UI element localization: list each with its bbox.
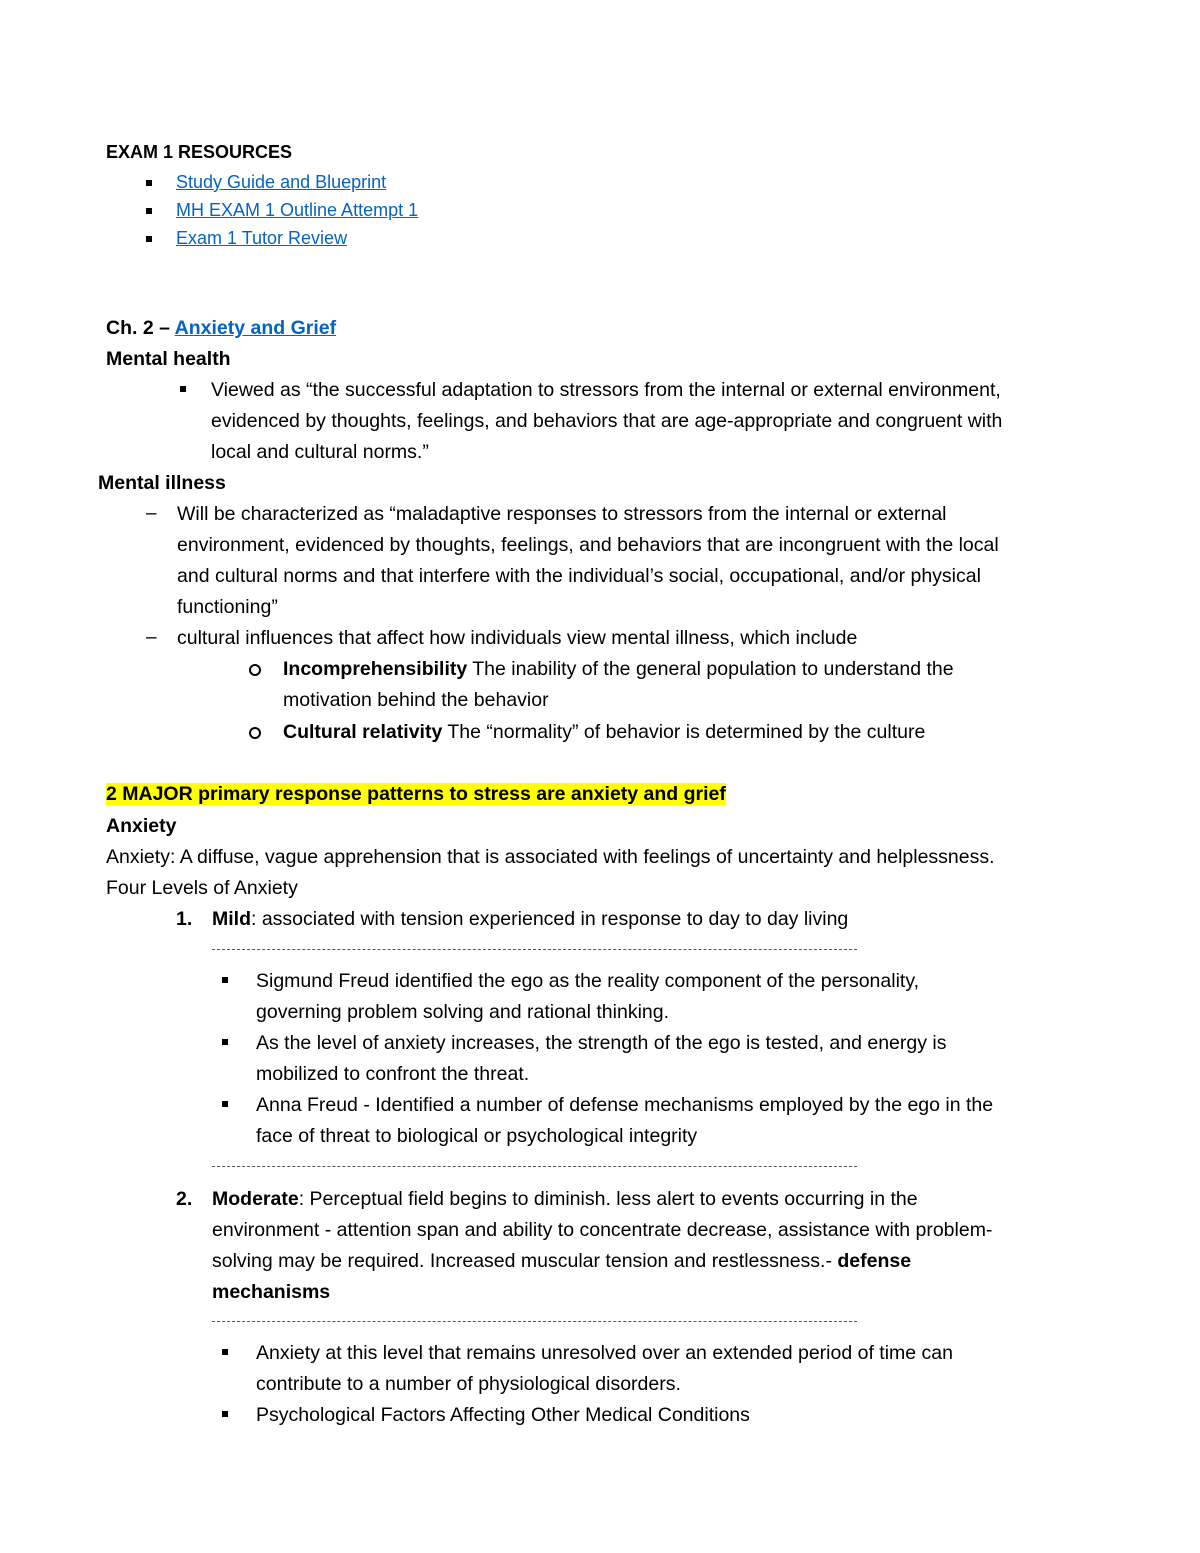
anna-freud-line-2: face of threat to biological or psychological integrity bbox=[256, 1125, 698, 1147]
square-bullet-icon bbox=[222, 1411, 228, 1417]
incomprehensibility-item bbox=[283, 658, 954, 681]
freud-ego-line-2: governing problem solving and rational thinking. bbox=[256, 1001, 670, 1023]
level-2-text-line-1 bbox=[212, 1188, 918, 1211]
link-anxiety-and-grief[interactable]: Anxiety and Grief bbox=[174, 317, 337, 339]
defense-term: defense bbox=[837, 1250, 912, 1272]
anna-freud-line-1: Anna Freud - Identified a number of defense mechanisms employed by the ego in the bbox=[256, 1094, 994, 1116]
separator-line bbox=[212, 1321, 857, 1322]
mechanisms-term: mechanisms bbox=[212, 1281, 331, 1303]
incomprehensibility-term: Incomprehensibility bbox=[283, 658, 468, 680]
unresolved-anxiety-line-1: Anxiety at this level that remains unresolved over an extended period of time can bbox=[256, 1342, 953, 1364]
chapter-heading bbox=[106, 317, 336, 340]
link-outline-attempt[interactable]: MH EXAM 1 Outline Attempt 1 bbox=[176, 200, 419, 220]
cultural-relativity-item bbox=[283, 721, 925, 744]
anxiety-definition: Anxiety: A diffuse, vague apprehension that is associated with feelings of uncertainty and helplessness. bbox=[106, 846, 995, 868]
square-bullet-icon bbox=[180, 386, 186, 392]
cultural-relativity-text: The “normality” of behavior is determined by the culture bbox=[442, 721, 926, 743]
square-bullet-icon bbox=[146, 236, 152, 242]
mental-illness-line-1: Will be characterized as “maladaptive responses to stressors from the internal or external bbox=[177, 503, 947, 525]
square-bullet-icon bbox=[146, 208, 152, 214]
square-bullet-icon bbox=[146, 180, 152, 186]
freud-ego-line-1: Sigmund Freud identified the ego as the reality component of the personality, bbox=[256, 970, 920, 992]
chapter-prefix: Ch. 2 – bbox=[106, 317, 175, 339]
dash-bullet-icon: – bbox=[146, 627, 157, 648]
levels-title: Four Levels of Anxiety bbox=[106, 877, 298, 899]
level-1-term: Mild bbox=[212, 908, 251, 930]
incomprehensibility-line-2: motivation behind the behavior bbox=[283, 689, 549, 711]
level-2-number: 2. bbox=[176, 1188, 193, 1210]
highlighted-statement bbox=[106, 783, 726, 806]
square-bullet-icon bbox=[222, 1101, 228, 1107]
separator-line bbox=[212, 1166, 857, 1167]
separator-line bbox=[212, 949, 857, 950]
highlight-text: 2 MAJOR primary response patterns to stress are anxiety and grief bbox=[106, 783, 726, 805]
circle-bullet-icon bbox=[249, 727, 261, 739]
anxiety-increase-line-2: mobilized to confront the threat. bbox=[256, 1063, 530, 1085]
cultural-relativity-term: Cultural relativity bbox=[283, 721, 443, 743]
mental-illness-line-2: environment, evidenced by thoughts, feelings, and behaviors that are incongruent with the local bbox=[177, 534, 999, 556]
level-1-description: : associated with tension experienced in response to day to day living bbox=[251, 908, 849, 930]
level-1-number: 1. bbox=[176, 908, 193, 930]
mental-health-line-3: local and cultural norms.” bbox=[211, 441, 429, 463]
link-study-guide[interactable]: Study Guide and Blueprint bbox=[176, 172, 387, 192]
mental-health-heading: Mental health bbox=[106, 348, 231, 370]
unresolved-anxiety-line-2: contribute to a number of physiological disorders. bbox=[256, 1373, 681, 1395]
dash-bullet-icon: – bbox=[146, 503, 157, 524]
mental-health-line-2: evidenced by thoughts, feelings, and behaviors that are age-appropriate and congruent with bbox=[211, 410, 1003, 432]
level-2-term: Moderate bbox=[212, 1188, 299, 1210]
mental-health-line-1: Viewed as “the successful adaptation to stressors from the internal or external environment, bbox=[211, 379, 1001, 401]
psychological-factors-line: Psychological Factors Affecting Other Medical Conditions bbox=[256, 1404, 750, 1426]
incomprehensibility-text: The inability of the general population to understand the bbox=[467, 658, 954, 680]
mental-illness-line-4: functioning” bbox=[177, 596, 278, 618]
level-2-text-line-3 bbox=[212, 1250, 911, 1273]
mental-illness-heading: Mental illness bbox=[98, 472, 226, 494]
circle-bullet-icon bbox=[249, 664, 261, 676]
square-bullet-icon bbox=[222, 1039, 228, 1045]
square-bullet-icon bbox=[222, 1349, 228, 1355]
level-2-text-line-2: environment - attention span and ability to concentrate decrease, assistance with problem- bbox=[212, 1219, 993, 1241]
cultural-influences-text: cultural influences that affect how individuals view mental illness, which include bbox=[177, 627, 858, 649]
mental-illness-line-3: and cultural norms and that interfere with the individual’s social, occupational, and/or physical bbox=[177, 565, 981, 587]
link-tutor-review[interactable]: Exam 1 Tutor Review bbox=[176, 228, 348, 248]
level-2-description: : Perceptual field begins to diminish. less alert to events occurring in the bbox=[298, 1188, 918, 1210]
anxiety-heading: Anxiety bbox=[106, 815, 177, 837]
resources-heading: EXAM 1 RESOURCES bbox=[106, 142, 293, 162]
anxiety-increase-line-1: As the level of anxiety increases, the strength of the ego is tested, and energy is bbox=[256, 1032, 947, 1054]
level-2-line-3-text: solving may be required. Increased muscular tension and restlessness.- bbox=[212, 1250, 838, 1272]
square-bullet-icon bbox=[222, 977, 228, 983]
level-1-text bbox=[212, 908, 848, 931]
